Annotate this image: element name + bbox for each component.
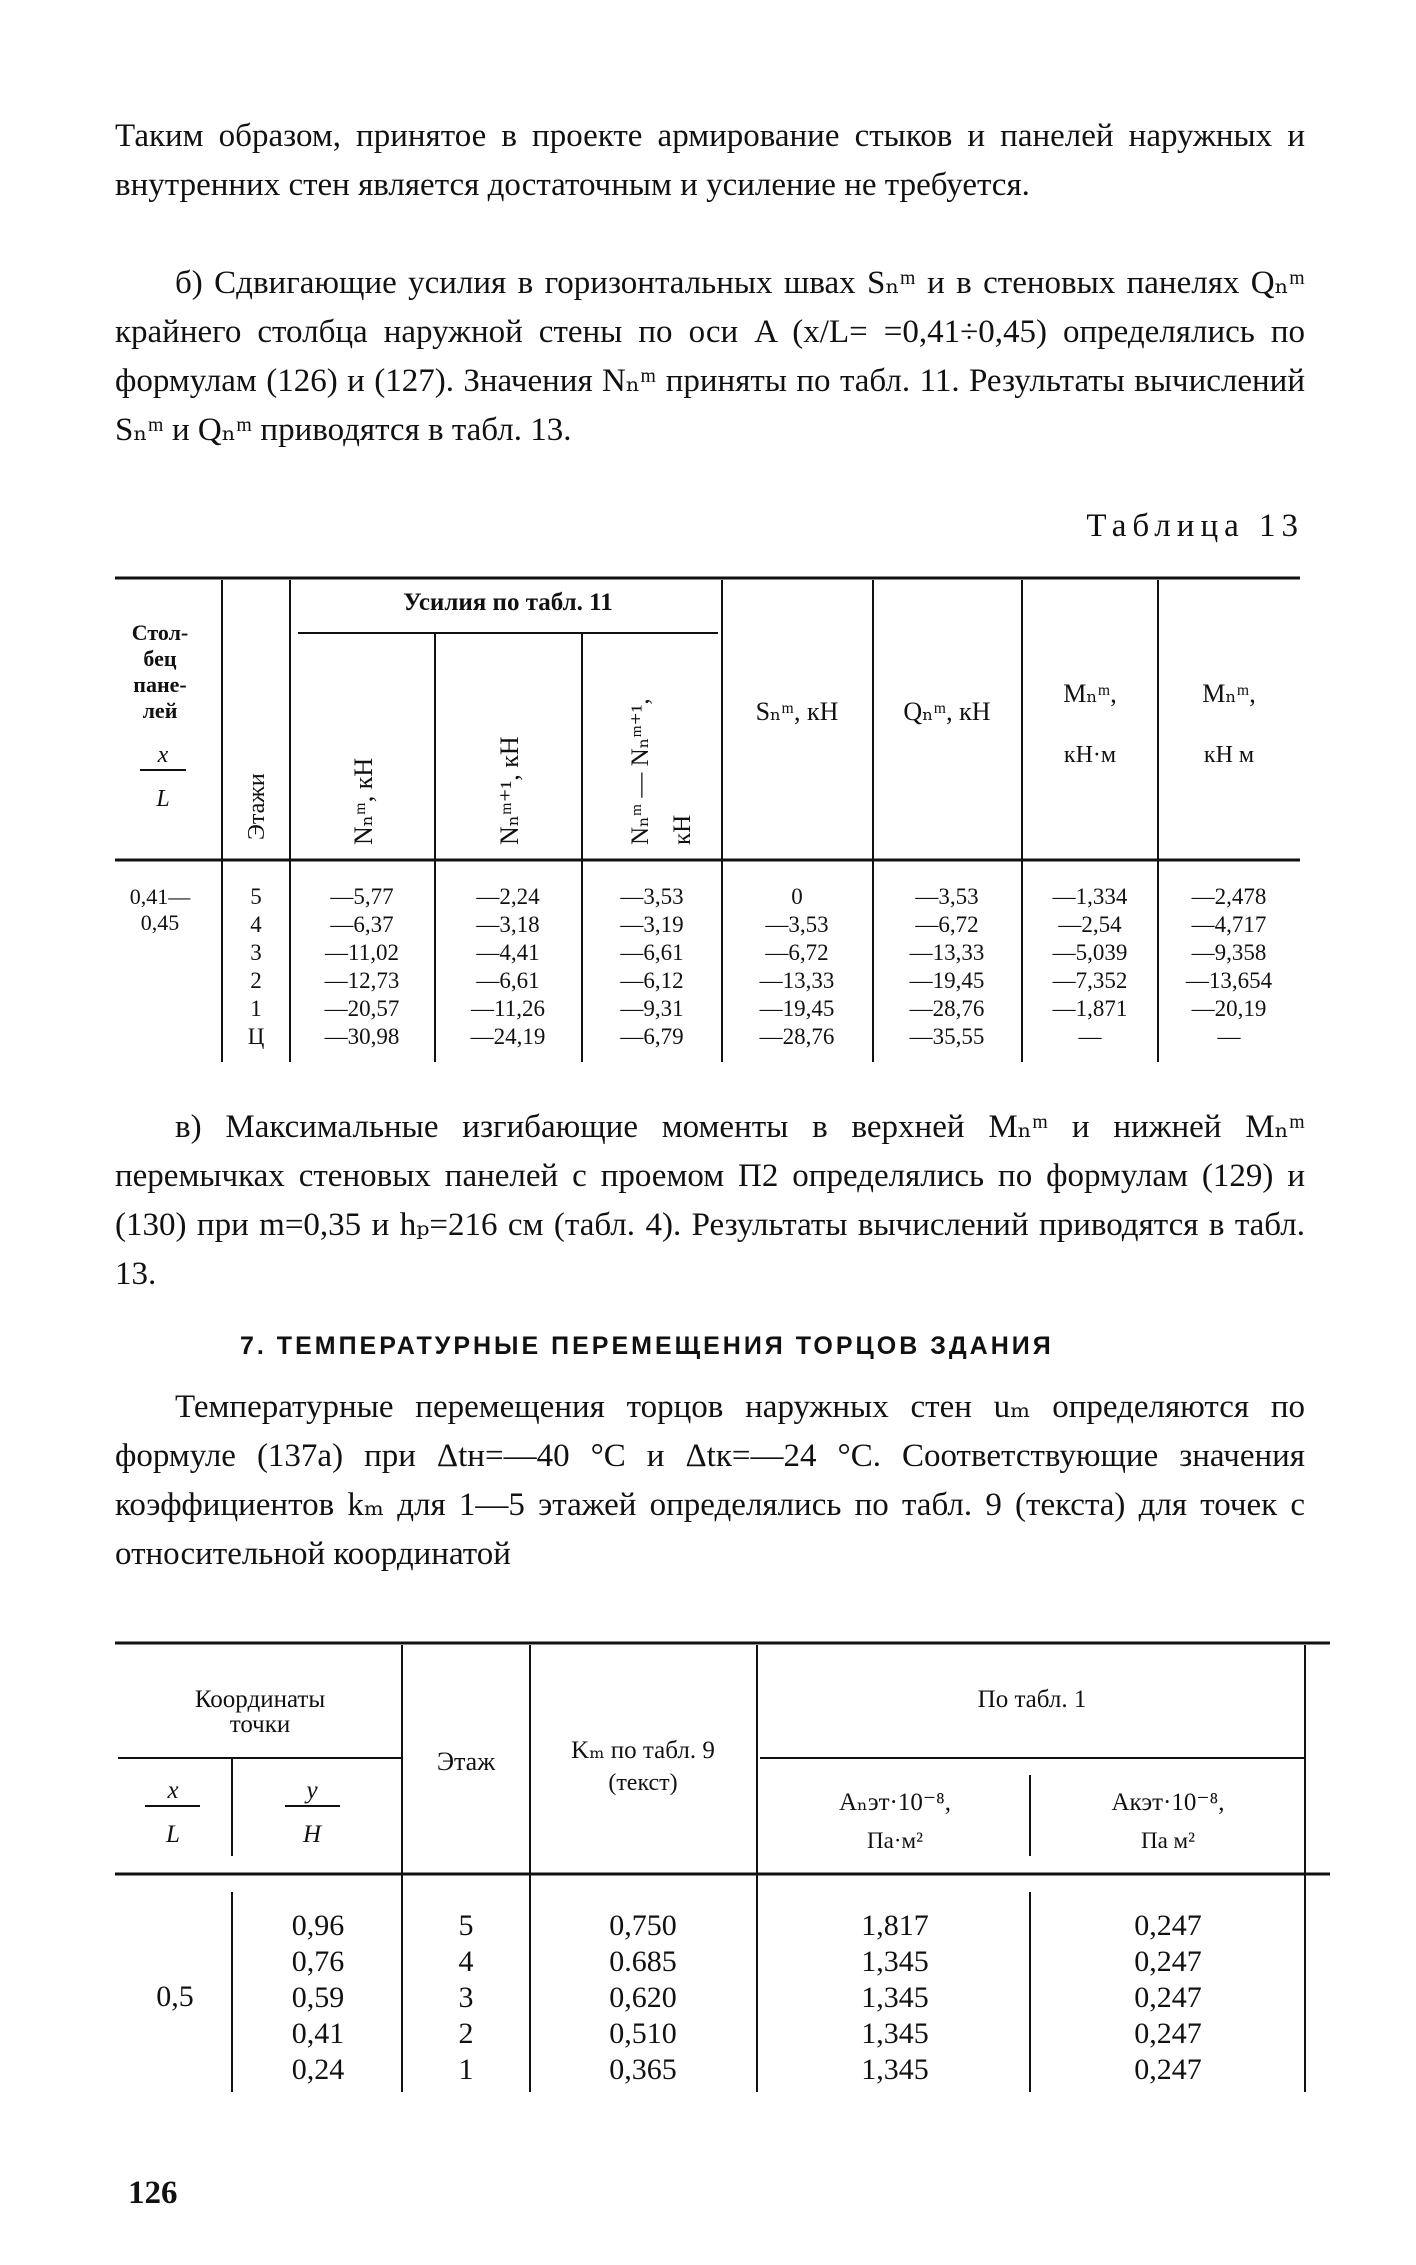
t2-cell-Ap: 1,817 (861, 1909, 929, 1942)
t13-cell-Mv: —1,334 (1052, 884, 1128, 909)
t13-cell-N: —6,37 (330, 912, 394, 937)
table-temperature (115, 1643, 1330, 2092)
t2-hdr-Ap: Aₙэт·10⁻⁸, (838, 1789, 952, 1816)
t13-cell-floor: 3 (250, 940, 262, 965)
t2-hdr-H: H (302, 1821, 322, 1848)
paragraph-shear-forces: б) Сдвигающие усилия в горизонтальных швах Sₙᵐ и в стеновых панелях Qₙᵐ крайнего столбца наружной стены по оси A (x/L= =0,41÷0,45) определялись по формулам (126) и (127). Значения Nₙᵐ приняты по табл. 11. Результаты вычислений Sₙᵐ и Qₙᵐ приводятся в табл. 13. (115, 265, 1305, 448)
t2-cell-Ak: 0,247 (1134, 1909, 1202, 1942)
t13-cell-N1: —2,24 (476, 884, 540, 909)
t13-cell-Q: —6,72 (915, 912, 979, 937)
t13-cell-Q: —35,55 (909, 1024, 985, 1049)
table13 (115, 578, 1300, 1062)
t13-hdr-x: x (157, 742, 169, 768)
t2-hdr-y: y (306, 1777, 318, 1804)
t2-cell-km: 0.685 (609, 1945, 677, 1978)
t2-cell-floor: 2 (458, 2017, 474, 2050)
t2-cell-floor: 3 (458, 1981, 474, 2014)
t2-hdr-coords-2: точки (229, 1711, 291, 1738)
t13-cell-Ndiff: —6,79 (620, 1024, 684, 1049)
t13-cell-floor: 2 (250, 968, 262, 993)
t2-cell-Ak: 0,247 (1134, 1981, 1202, 2014)
t2-cell-Ak: 0,247 (1134, 2017, 1202, 2050)
t2-cell-y: 0,96 (291, 1909, 345, 1942)
t13-cell-Ndiff: —3,19 (620, 912, 684, 937)
t13-cell-S: —13,33 (759, 968, 835, 993)
t13-body (248, 884, 1273, 1049)
t2-hdr-x: x (167, 1777, 179, 1804)
t2-cell-y: 0,76 (291, 1945, 345, 1978)
t2-cell-y: 0,24 (291, 2053, 345, 2086)
t13-cell-N1: —24,19 (470, 1024, 546, 1049)
t2-cell-Ak: 0,247 (1134, 1945, 1202, 1978)
t13-cell-Mn: —4,717 (1191, 912, 1267, 937)
t13-cell-N1: —11,26 (471, 996, 545, 1021)
t2-hdr-L: L (166, 1821, 180, 1848)
paragraph-conclusion: Таким образом, принятое в проекте армирование стыков и панелей наружных и внутренних стен является достаточным и усиление не требуется. (115, 118, 1305, 203)
t2-cell-Ap: 1,345 (861, 1945, 929, 1978)
paragraph-temperature: Температурные перемещения торцов наружных стен uₘ определяются по формуле (137а) при Δtн=—40 °С и Δtк=—24 °С. Соответствующие значения коэффициентов kₘ для 1—5 этажей определялись по табл. 9 (текста) для точек с относительной координатой (115, 1389, 1305, 1572)
t13-cell-Mn: —2,478 (1191, 884, 1267, 909)
page-number: 126 (128, 2175, 178, 2211)
t13-hdr-group: Усилия по табл. 11 (403, 589, 613, 616)
t13-hdr-stolbec-4: лей (142, 698, 178, 723)
t13-cell-floor: 1 (250, 996, 262, 1021)
t13-hdr-stolbec-1: Стол- (131, 620, 189, 645)
section-heading: 7. ТЕМПЕРАТУРНЫЕ ПЕРЕМЕЩЕНИЯ ТОРЦОВ ЗДАНИЯ (240, 1332, 1054, 1360)
t13-hdr-S: Sₙᵐ, кН (755, 697, 839, 726)
table13-caption: Таблица 13 (1086, 508, 1304, 544)
t2-cell-Ap: 1,345 (861, 2017, 929, 2050)
t13-cell-Ndiff: —9,31 (620, 996, 684, 1021)
t13-cell-N: —12,73 (324, 968, 400, 993)
t2-body (292, 1909, 1202, 2086)
t13-cell-N: —5,77 (330, 884, 394, 909)
t13-cell-Mv: —1,871 (1052, 996, 1128, 1021)
t13-cell-Q: —28,76 (909, 996, 985, 1021)
t13-hdr-floors: Этажи (244, 773, 270, 840)
t13-cell-Ndiff: —3,53 (620, 884, 684, 909)
t13-cell-Mv: —2,54 (1058, 912, 1122, 937)
t13-cell-N: —30,98 (324, 1024, 400, 1049)
t13-cell-Mn: —20,19 (1191, 996, 1267, 1021)
t13-hdr-stolbec-2: бец (143, 646, 177, 671)
t13-cell-N1: —6,61 (476, 968, 540, 993)
t2-cell-y: 0,41 (291, 2017, 345, 2050)
t13-cell-N: —11,02 (325, 940, 399, 965)
t13-cell-S: —28,76 (759, 1024, 835, 1049)
t2-hdr-km2: (текст) (608, 1770, 678, 1796)
t2-hdr-coords-1: Координаты (194, 1686, 326, 1713)
t13-hdr-stolbec-3: пане- (133, 672, 187, 697)
t13-cell-S: —3,53 (765, 912, 829, 937)
t13-cell-Mv: —7,352 (1052, 968, 1128, 993)
t13-cell-Mv: — (1078, 1024, 1102, 1049)
paragraph-bending-moments: в) Максимальные изгибающие моменты в верхней Mₙᵐ и нижней Mₙᵐ перемычках стеновых панелей с проемом П2 определялись по формулам (129) и (130) при m=0,35 и hₚ=216 см (табл. 4). Результаты вычислений приводятся в табл. 13. (115, 1109, 1305, 1292)
t13-group-label: 0,41— (129, 884, 191, 909)
t13-hdr-Mn-unit: кН м (1203, 742, 1255, 768)
t13-cell-N: —20,57 (324, 996, 400, 1021)
t2-cell-y: 0,59 (291, 1981, 345, 2014)
t13-cell-Ndiff: —6,12 (620, 968, 684, 993)
t2-cell-Ap: 1,345 (861, 1981, 929, 2014)
t13-hdr-N1: Nₙᵐ⁺¹, кН (495, 736, 524, 845)
t13-hdr-N: Nₙᵐ, кН (349, 757, 378, 845)
t2-xL: 0,5 (156, 1980, 194, 2013)
t13-cell-Mv: —5,039 (1052, 940, 1128, 965)
t13-cell-N1: —4,41 (476, 940, 540, 965)
t2-hdr-Ap-unit: Па·м² (867, 1828, 923, 1853)
t13-cell-S: —6,72 (765, 940, 829, 965)
t2-cell-Ap: 1,345 (861, 2053, 929, 2086)
t2-hdr-Ak: Aкэт·10⁻⁸, (1111, 1789, 1225, 1816)
t2-cell-floor: 4 (458, 1945, 474, 1978)
t13-hdr-Mv: Mₙᵐ, (1063, 679, 1117, 708)
t2-cell-floor: 1 (458, 2053, 474, 2086)
t13-cell-Q: —3,53 (915, 884, 979, 909)
t13-hdr-Mv-unit: кН·м (1063, 742, 1117, 768)
t13-cell-floor: Ц (247, 1024, 265, 1049)
t2-hdr-floor: Этаж (436, 1747, 496, 1776)
t13-cell-S: —19,45 (759, 996, 835, 1021)
t13-cell-Mn: — (1217, 1024, 1241, 1049)
t13-cell-Q: —19,45 (909, 968, 985, 993)
t2-cell-km: 0,620 (609, 1981, 677, 2014)
t13-cell-Mn: —13,654 (1185, 968, 1273, 993)
t13-hdr-Mn: Mₙᵐ, (1202, 679, 1256, 708)
t13-cell-floor: 4 (250, 912, 262, 937)
t2-hdr-Ak-unit: Па м² (1140, 1828, 1196, 1853)
t2-cell-km: 0,365 (609, 2053, 677, 2086)
t2-hdr-km: Kₘ по табл. 9 (571, 1737, 715, 1764)
t13-cell-floor: 5 (250, 884, 262, 909)
t13-cell-S: 0 (791, 884, 803, 909)
t13-cell-Mn: —9,358 (1191, 940, 1267, 965)
t13-group-label2: 0,45 (140, 910, 180, 935)
t13-hdr-Ndiff-unit: кН (669, 814, 696, 845)
t2-cell-Ak: 0,247 (1134, 2053, 1202, 2086)
t2-cell-km: 0,510 (609, 2017, 677, 2050)
t13-hdr-Ndiff: Nₙᵐ — Nₙᵐ⁺¹, (627, 698, 654, 845)
t13-cell-Q: —13,33 (909, 940, 985, 965)
t13-cell-N1: —3,18 (476, 912, 540, 937)
t13-hdr-L: L (156, 786, 170, 812)
t2-cell-km: 0,750 (609, 1909, 677, 1942)
t2-hdr-group: По табл. 1 (977, 1686, 1087, 1713)
t2-cell-floor: 5 (458, 1909, 474, 1942)
t13-hdr-Q: Qₙᵐ, кН (903, 697, 991, 726)
t13-cell-Ndiff: —6,61 (620, 940, 684, 965)
